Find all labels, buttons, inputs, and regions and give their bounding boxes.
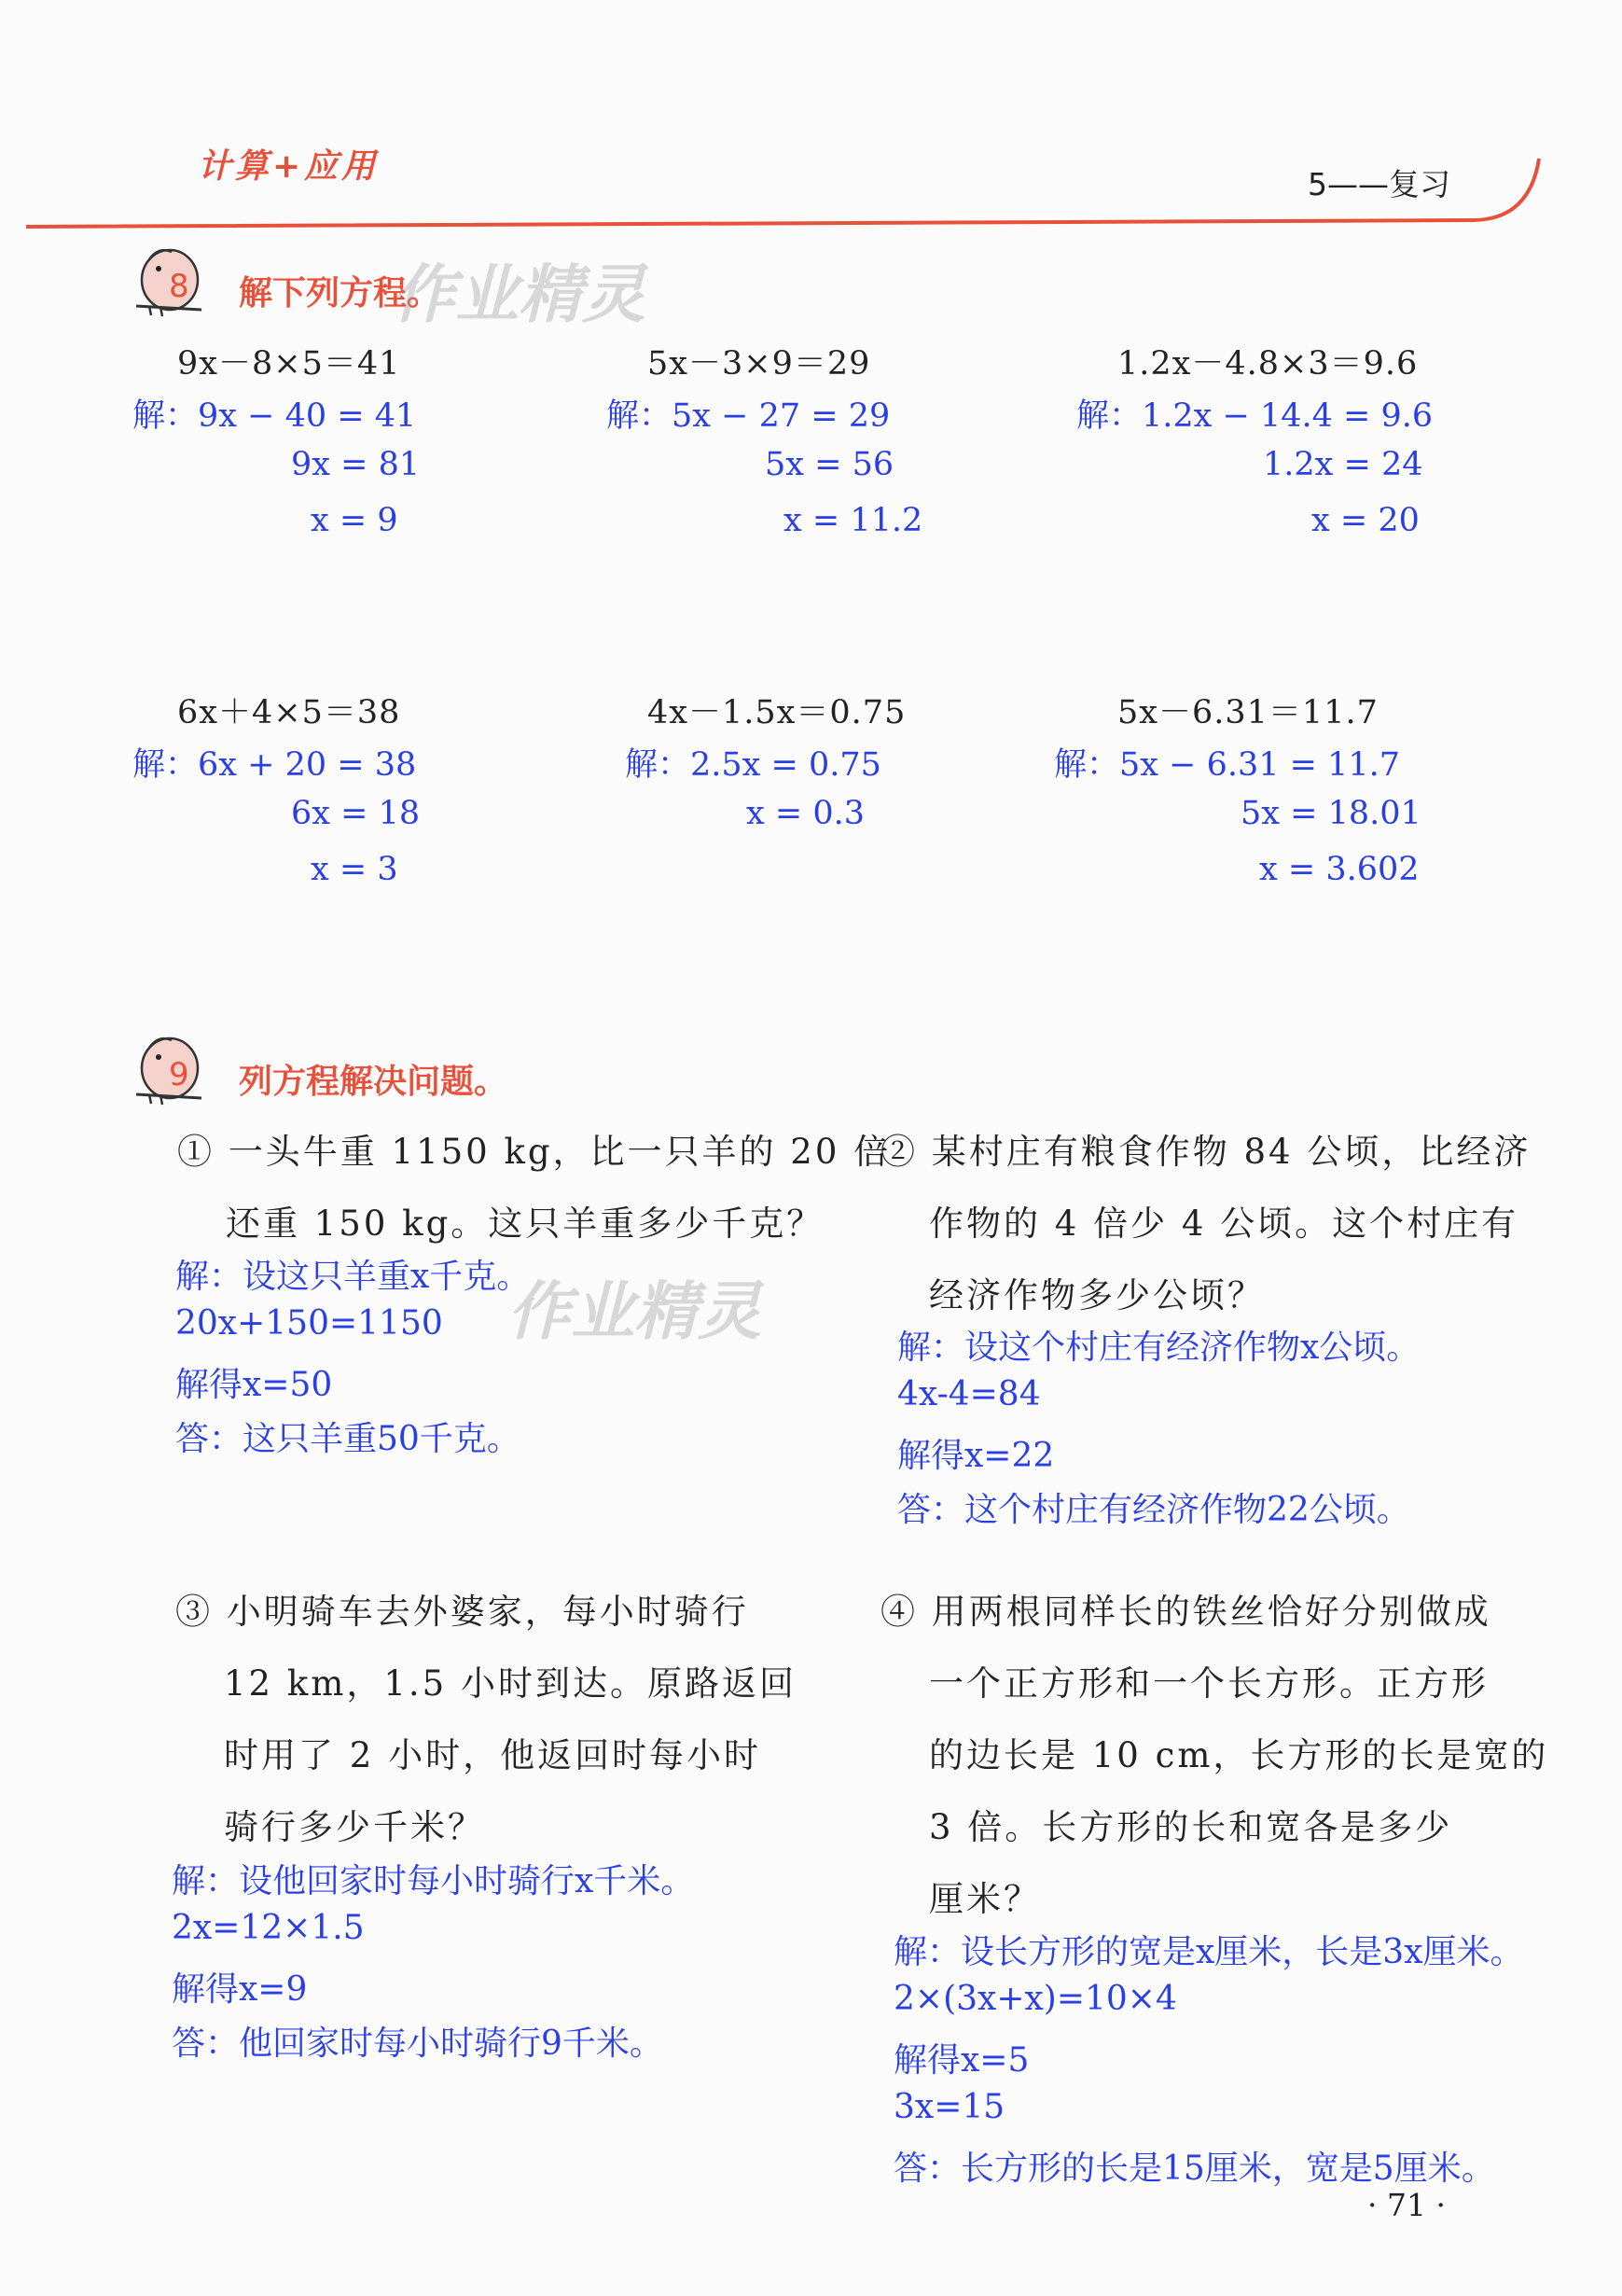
- equation-3: 1.2x－4.8×3＝9.6: [1117, 345, 1419, 383]
- section-8-title: 解下列方程。: [239, 274, 441, 313]
- answer-4-line-1: 解：设长方形的宽是x厘米，长是3x厘米。: [894, 1933, 1524, 1971]
- answer-1-line-3: 解得x=50: [175, 1366, 333, 1404]
- problem-4-line-2: 一个正方形和一个长方形。正方形: [929, 1663, 1489, 1704]
- answer-2-line-1: 解：设这个村庄有经济作物x公顷。: [897, 1329, 1421, 1367]
- answer-4-line-3: 解得x=5: [894, 2041, 1030, 2080]
- answer-4-line-2: 2×(3x+x)=10×4: [894, 1980, 1177, 2018]
- section-9-title: 列方程解决问题。: [239, 1063, 508, 1101]
- answer-2-line-2: 4x-4=84: [897, 1375, 1041, 1413]
- answer-3-line-1: 解：设他回家时每小时骑行x千米。: [172, 1862, 695, 1900]
- answer-1-line-4: 答：这只羊重50千克。: [175, 1420, 520, 1458]
- problem-3-line-2: 12 km，1.5 小时到达。原路返回: [224, 1663, 797, 1704]
- eq5-step-1: 解：2.5x = 0.75: [625, 746, 881, 784]
- eq3-step-1: 解：1.2x − 14.4 = 9.6: [1076, 397, 1434, 435]
- equation-4: 6x＋4×5＝38: [177, 694, 401, 731]
- answer-1-line-2: 20x+150=1150: [175, 1304, 443, 1343]
- header-section: 5——复习: [1308, 166, 1450, 202]
- problem-3-line-3: 时用了 2 小时，他返回时每小时: [224, 1735, 762, 1775]
- eq6-step-3: x = 3.602: [1259, 851, 1420, 888]
- equation-2: 5x－3×9＝29: [647, 345, 871, 383]
- answer-4-line-5: 答：长方形的长是15厘米，宽是5厘米。: [894, 2150, 1495, 2188]
- header-title: 计算+应用: [198, 147, 380, 186]
- section-9-number: 9: [169, 1056, 189, 1093]
- eq2-step-3: x = 11.2: [783, 502, 923, 539]
- eq5-step-2: x = 0.3: [746, 795, 865, 832]
- eq6-step-1: 解：5x − 6.31 = 11.7: [1054, 746, 1401, 784]
- section-8-number: 8: [169, 268, 189, 305]
- bird-mascot-icon: [131, 1033, 205, 1111]
- answer-2-line-3: 解得x=22: [897, 1437, 1055, 1475]
- eq3-step-3: x = 20: [1311, 502, 1420, 539]
- problem-4-line-5: 厘米？: [929, 1879, 1041, 1919]
- answer-1-line-1: 解：设这只羊重x千克。: [175, 1258, 531, 1296]
- problem-3-line-1: ③ 小明骑车去外婆家，每小时骑行: [175, 1592, 749, 1632]
- watermark: 作业精灵: [507, 1275, 762, 1349]
- eq6-step-2: 5x = 18.01: [1241, 795, 1421, 832]
- problem-1-line-2: 还重 150 kg。这只羊重多少千克？: [226, 1204, 825, 1244]
- answer-4-line-4: 3x=15: [894, 2088, 1005, 2126]
- problem-4-line-3: 的边长是 10 cm，长方形的长是宽的: [929, 1735, 1549, 1775]
- problem-4-line-1: ④ 用两根同样长的铁丝恰好分别做成: [880, 1592, 1491, 1632]
- bird-mascot-icon: [131, 244, 205, 323]
- problem-3-line-4: 骑行多少千米？: [224, 1807, 485, 1847]
- answer-3-line-3: 解得x=9: [172, 1970, 308, 2009]
- equation-5: 4x－1.5x＝0.75: [647, 694, 907, 731]
- problem-4-line-4: 3 倍。长方形的长和宽各是多少: [929, 1807, 1453, 1847]
- header-rule: [0, 0, 1622, 243]
- answer-3-line-2: 2x=12×1.5: [172, 1909, 365, 1947]
- eq2-step-2: 5x = 56: [765, 446, 894, 483]
- eq1-step-1: 解：9x − 40 = 41: [132, 397, 417, 435]
- eq4-step-1: 解：6x + 20 = 38: [132, 746, 417, 784]
- page-number: · 71 ·: [1367, 2187, 1446, 2223]
- watermark: 作业精灵: [392, 258, 646, 332]
- eq1-step-2: 9x = 81: [291, 446, 421, 483]
- eq4-step-2: 6x = 18: [291, 795, 421, 832]
- eq3-step-2: 1.2x = 24: [1263, 446, 1423, 483]
- eq2-step-1: 解：5x − 27 = 29: [606, 397, 891, 435]
- problem-2-line-2: 作物的 4 倍少 4 公顷。这个村庄有: [929, 1204, 1519, 1244]
- equation-6: 5x－6.31＝11.7: [1117, 694, 1379, 731]
- answer-3-line-4: 答：他回家时每小时骑行9千米。: [172, 2025, 663, 2063]
- problem-2-line-3: 经济作物多少公顷？: [929, 1275, 1265, 1315]
- eq1-step-3: x = 9: [311, 502, 398, 539]
- problem-2-line-1: ② 某村庄有粮食作物 84 公顷，比经济: [880, 1132, 1532, 1172]
- problem-1-line-1: ① 一头牛重 1150 kg，比一只羊的 20 倍: [177, 1132, 892, 1172]
- answer-2-line-4: 答：这个村庄有经济作物22公顷。: [897, 1491, 1410, 1529]
- equation-1: 9x－8×5＝41: [177, 345, 401, 383]
- eq4-step-3: x = 3: [311, 851, 398, 888]
